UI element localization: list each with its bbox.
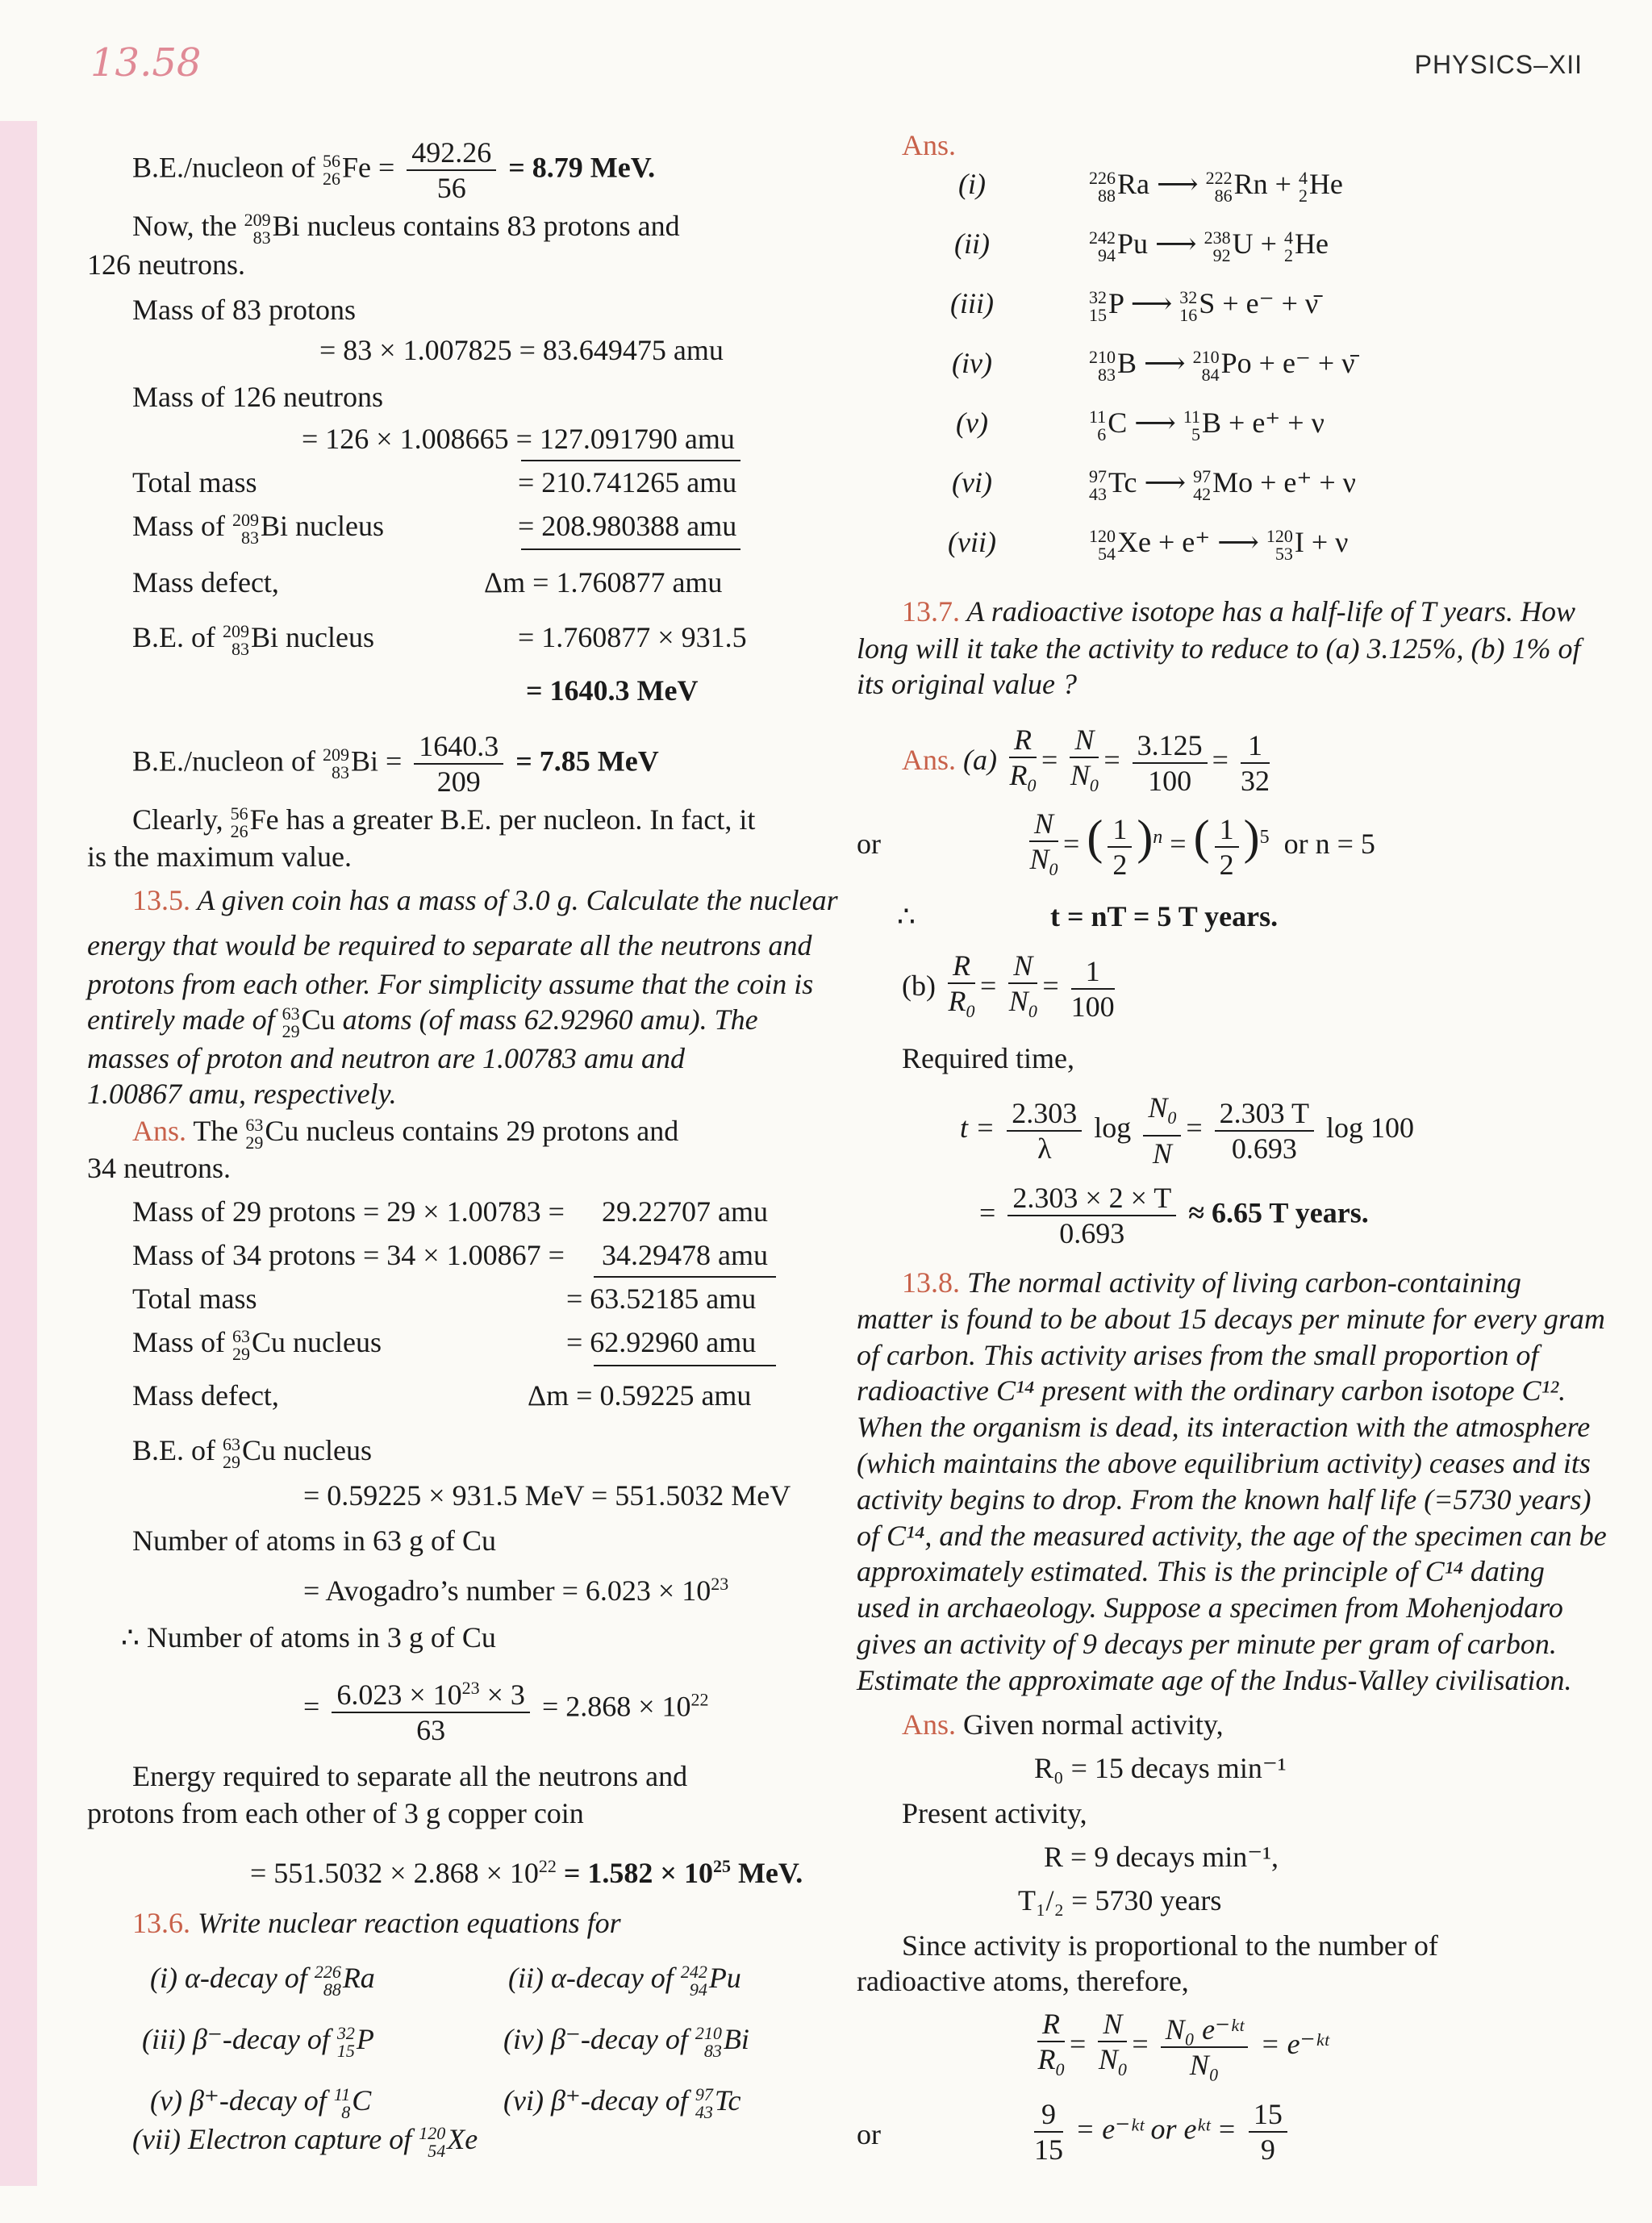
b-r-over-r0: $\frac{R}{R_0}$ [948,949,975,1022]
q136-line [132,1905,621,1941]
isotope-label: 4 2 [1283,227,1293,265]
q135-text-3: protons from each other. For simplicity assume that the coin is [87,968,814,1000]
tr-approx: ≈ 6.65 T years. [1188,1196,1369,1229]
energy-value-2: = 1.582 × 10 [563,1857,713,1889]
q137-ans-label: Ans. [902,743,957,776]
cu-ans-line: Ans. The 63 29 Cu nucleus contains 29 protons and [132,1114,679,1153]
pow-5: 5 [1259,826,1270,848]
q136-text: Write nuclear reaction equations for [198,1907,621,1939]
be-bi-value: = 1.760877 × 931.5 [518,621,747,653]
or-2: or [857,2118,881,2150]
q135-text-2: energy that would be required to separate all the neutrons and [87,929,812,961]
be-bi-result: = 1640.3 MeV [526,674,699,707]
q138-text-line: of C¹⁴, and the measured activity, the age of the specimen can be [857,1519,1607,1552]
energy-value [250,1849,803,1891]
rule-2 [521,548,740,550]
n-num: N [1070,723,1099,758]
t-formula: t = $\frac{2.303}{\lambda}$ log $\frac{N_0}{N}$ = $\frac{2.303 T}{0.693}$ log 100 [960,1091,1414,1170]
clearly-1: Clearly, [132,803,223,836]
pow-n: n [1153,826,1163,848]
cu-p-value: 29.22707 amu [602,1195,768,1228]
bi-intro [132,208,680,247]
q138-text-line: activity begins to drop. From the known half life (=5730 years) [857,1483,1592,1516]
q136-item: (i) α-decay of 226 88 Ra [150,1961,375,2000]
given-line [902,1707,1224,1742]
q138-text-line: approximately estimated. This is the principle of C¹⁴ dating [857,1555,1545,1588]
cu-be-iso: 63 29 [223,1433,240,1472]
q135-text-4: entirely made of 63 29 Cu atoms (of mass 62.92960 amu). The [87,1003,758,1041]
isotope-label: 210 83 [1089,346,1116,385]
final-d2: 9 [1260,2133,1275,2166]
bi-Z: 83 [252,227,271,248]
bi-intro-1: Now, the [132,210,237,242]
q135-text-5: masses of proton and neutron are 1.00783 amu and [87,1042,685,1074]
be-fe-line: B.E./nucleon of 56 26 Fe = $\frac{492.26}{56}$ = 8.79 MeV. [132,136,656,204]
q137-line-1 [902,594,1575,629]
isotope-label: 97 43 [695,2083,713,2122]
q137-b-label: (b) [902,969,936,1002]
atoms3-num [332,1671,530,1713]
isotope-label: 97 42 [1193,465,1212,504]
bi-intro-3: 126 neutrons. [87,248,245,281]
q135-line-1 [132,882,838,918]
power-eq: $\frac{N}{N_0}$ = ( $\frac{1}{2}$ )$^n$ = ( $\frac{1}{2}$ )$^5$ or n = 5 [1024,807,1375,886]
cu-be-label: B.E. of 63 29 Cu nucleus [132,1433,372,1472]
cu-mass-label-2: nucleus [293,1326,382,1358]
page-number: 13.58 [90,40,202,86]
r-ans-label: Ans. [902,129,957,161]
q136-item: (vii) Electron capture of 120 54 Xe [132,2122,478,2161]
clearly-3: is the maximum value. [87,840,352,873]
atoms3-result-exp: 22 [690,1689,709,1710]
r0-value: R₀ = 15 decays min⁻¹ [1034,1752,1287,1784]
isotope-label: 226 88 [1089,167,1116,206]
exp-rhs: = e⁻ᵏᵗ [1260,2027,1329,2060]
frac-32 [1241,728,1270,798]
be-bi-iso [223,620,249,659]
fe-iso [323,152,340,188]
isotope-label: 32 15 [336,2022,355,2061]
req-time: Required time, [902,1042,1074,1074]
cu-iso: 63 29 [245,1114,264,1153]
clearly-line [132,802,755,840]
tf-lhs: t = [960,1111,995,1144]
t-eq: t = nT = 5 T years. [1050,900,1279,932]
or-n5: or n = 5 [1283,827,1375,860]
thalf-value: T₁/₂ = 5730 years [1018,1884,1222,1916]
cu-mass-value: = 62.92960 amu [566,1326,757,1358]
final-eq [1029,2097,1292,2167]
bi-mass-Z: 83 [241,527,259,548]
therefore-1: ∴ [897,900,916,932]
cu-mass-label: Mass of 63 29 Cu nucleus [132,1325,382,1364]
q138-ans-label: Ans. [902,1708,957,1741]
atoms3-den: 63 [416,1714,446,1746]
cu-total-label: Total mass [132,1282,257,1315]
energy-value-exp1: 22 [538,1856,557,1876]
q135-cu-iso: 63 29 [282,1003,300,1041]
arrow-icon: ⟶ [1157,168,1199,200]
cu-defect-value: Δm = 0.59225 amu [528,1379,752,1412]
atoms3-label: ∴ Number of atoms in 3 g of Cu [121,1621,496,1654]
q137-text-2: long will it take the activity to reduce to (a) 3.125%, (b) 1% of [857,632,1581,665]
tf-d3: 0.693 [1231,1132,1297,1165]
cu-ans-3: 34 neutrons. [87,1152,231,1184]
q138-text-line: used in archaeology. Suppose a specimen from Mohenjodaro [857,1591,1563,1624]
arrow-icon: ⟶ [1217,526,1259,558]
reaction-row: (vii) 120 54 Xe + e⁺ ⟶ 120 53 I + ν [948,525,1349,564]
tr-num: 2.303 × 2 × T [1007,1181,1176,1216]
isotope-label: 210 83 [695,2022,722,2061]
q138-text-1: The normal activity of living carbon-containing [967,1266,1521,1299]
frac-32-den: 32 [1240,764,1270,797]
arrow-icon: ⟶ [1155,227,1197,260]
q137-a-eq: Ans. (a) $\frac{R}{R_0}$ = $\frac{N}{N_0}$ = $\frac{3.125}{100}$ = $\frac{1}{32}$ [902,723,1274,803]
cu-be-label-1: B.E. of [132,1434,215,1466]
atoms3-frac [332,1671,530,1747]
isotope-label: 120 54 [419,2122,446,2161]
q137-text-3: its original value ? [857,668,1077,700]
mass-protons-label: Mass of 83 protons [132,294,356,326]
q138-text-line: Estimate the approximate age of the Indus-Valley civilisation. [857,1663,1572,1696]
cu-ans-label: Ans. [132,1115,187,1147]
isotope-label: 222 86 [1205,167,1233,206]
final-d1: 15 [1034,2133,1063,2166]
exp-d3: N₀ [1189,2048,1220,2081]
bi-mass-A: 209 [232,509,259,530]
cu-n-value: 34.29478 amu [602,1239,768,1271]
isotope-label: 238 92 [1204,227,1231,265]
arrow-icon: ⟶ [1144,466,1187,498]
since-2: radioactive atoms, therefore, [857,1965,1189,1997]
q138-text-line: matter is found to be about 15 decays per minute for every gram [857,1302,1605,1335]
r0-den: $R_0$ [1009,759,1037,796]
q137-text-1: A radioactive isotope has a half-life of T years. How [966,595,1575,628]
q138-text-line: of carbon. This activity arises from the small proportion of [857,1338,1539,1371]
atoms3-num-2: × 3 [479,1679,525,1711]
bepn-bi-A: 209 [322,744,349,765]
r-value: R = 9 decays min⁻¹, [1044,1841,1279,1873]
rule-1 [521,460,740,461]
n0-den: $N_0$ [1070,759,1099,796]
b-val-frac [1071,954,1115,1024]
q136-item: (iii) β⁻-decay of 32 15 P [142,2022,374,2061]
cu-n-label: Mass of 34 protons = 34 × 1.00867 = [132,1239,565,1271]
mass-defect-value: Δm = 1.760877 amu [484,566,723,598]
bi-mass-label-2: Bi nucleus [261,510,384,542]
cu-be-value: = 0.59225 × 931.5 MeV = 551.5032 MeV [303,1479,791,1512]
isotope-label: 120 54 [1089,525,1116,564]
atoms3-num-1: 6.023 × 10 [336,1679,462,1711]
r-over-r0 [1009,723,1037,803]
clearly-fe-A: 56 [230,803,248,824]
half-2: $\frac{1}{2}$ [1215,812,1239,882]
arrow-icon: ⟶ [1134,407,1176,439]
t-result: = $\frac{2.303 \times 2 \times T}{0.693}$ ≈ 6.65 T years. [979,1182,1369,1249]
q136-item: (ii) α-decay of 242 94 Pu [508,1961,741,2000]
isotope-label: 32 16 [1179,286,1198,325]
n-over-n0 [1070,723,1099,803]
atoms63-value-text: = Avogadro’s number = 6.023 × 10 [303,1574,711,1607]
tf-d1: λ [1037,1132,1052,1165]
fe-sym: Fe [341,151,371,184]
q138-number: 13.8. [902,1266,960,1299]
final-n2: 15 [1249,2097,1287,2133]
isotope-label: 32 15 [1089,286,1107,325]
rule-3 [594,1276,776,1278]
fe-frac-den: 56 [436,172,466,204]
mass-neutrons-label: Mass of 126 neutrons [132,381,383,413]
isotope-label: 226 88 [314,1961,341,2000]
bi-sym: Bi [272,210,300,242]
tf-log100: log 100 [1325,1111,1414,1144]
tf-n1: 2.303 [1007,1096,1082,1132]
fe-Z: 26 [322,169,340,189]
bepn-bi-sym: Bi [350,744,378,778]
tf-d2: N [1152,1137,1172,1170]
q137-number: 13.7. [902,595,960,628]
isotope-label: 97 43 [1089,465,1107,504]
pct-den: 100 [1148,764,1192,797]
fe-A: 56 [322,151,340,171]
bepn-bi-num: 1640.3 [414,729,503,765]
atoms63-exp: 23 [711,1574,729,1594]
since-1: Since activity is proportional to the number of [902,1929,1438,1962]
or-1: or [857,828,881,860]
cu-ans-1: The [193,1115,239,1147]
half-1: $\frac{1}{2}$ [1108,812,1132,882]
present-label: Present activity, [902,1797,1087,1829]
clearly-fe-iso [231,805,248,840]
pct-num: 3.125 [1133,728,1208,764]
cu-total-value: = 63.52185 amu [566,1282,757,1315]
tf-n3: 2.303 T [1215,1096,1314,1132]
book-title: PHYSICS–XII [1414,50,1583,79]
be-fe-label: B.E./nucleon of [132,151,315,184]
bepn-bi-label: B.E./nucleon of [132,744,315,778]
q138-text-line: gives an activity of 9 decays per minute per gram of carbon. [857,1628,1557,1660]
mass-protons-value: = 83 × 1.007825 = 83.649475 amu [319,334,724,366]
bi-A: 209 [244,209,271,230]
rule-4 [594,1365,776,1366]
mass-defect-label: Mass defect, [132,566,279,598]
exp-n3: N₀ e⁻ᵏᵗ [1161,2012,1249,2048]
bi-mass-label [132,508,384,547]
q136-item: (v) β⁺-decay of 11 8 C [150,2083,372,2122]
tf-frac-3 [1215,1096,1314,1166]
atoms63-label: Number of atoms in 63 g of Cu [132,1524,496,1557]
bepn-bi-den: 209 [436,765,481,798]
energy-value-exp2: 25 [712,1856,731,1876]
be-bi-label-1: B.E. of [132,621,215,653]
q137-b-eq: (b) $\frac{R}{R_0}$ = $\frac{N}{N_0}$ = $\frac{1}{100}$ [902,949,1120,1028]
tr-frac [1007,1181,1176,1250]
reaction-row: (vi) 97 43 Tc ⟶ 97 42 Mo + e⁺ + ν [952,465,1356,504]
be-bi-label [132,619,374,658]
reaction-row: (iii) 32 15 P ⟶ 32 16 S + e⁻ + ν̄ [950,286,1319,325]
exp-n0 [1161,2012,1249,2082]
bepn-bi-line: B.E./nucleon of 209 83 Bi = $\frac{1640.3}{209}$ = 7.85 MeV [132,730,659,798]
cu-defect-label: Mass defect, [132,1379,279,1412]
b-n-over-n0: $\frac{N}{N_0}$ [1008,949,1037,1022]
bepn-bi-frac [414,729,503,799]
b-val-den: 100 [1070,990,1115,1023]
mass-neutrons-value: = 126 × 1.008665 = 127.091790 amu [302,423,735,455]
tr-den: 0.693 [1059,1217,1125,1249]
q135-text-4-rest: atoms (of mass 62.92960 amu). The [342,1003,758,1036]
fe-frac-num: 492.26 [407,136,496,171]
pct-frac [1133,728,1208,798]
isotope-label: 210 84 [1192,346,1220,385]
total-mass-label: Total mass [132,466,257,498]
atoms63-value [303,1566,728,1608]
final-frac-1 [1034,2097,1063,2167]
tf-log: log [1094,1111,1132,1144]
be-bi-label-2: Bi nucleus [251,621,374,653]
given: Given normal activity, [963,1708,1224,1741]
isotope-label: 11 5 [1183,406,1200,444]
clearly-2: Fe has a greater B.E. per nucleon. In fact, it [249,803,756,836]
q137-a-label: (a) [963,743,997,776]
bepn-bi-result: = 7.85 MeV [515,744,659,778]
atoms3-num-exp: 23 [461,1678,480,1698]
total-mass-value: = 210.741265 amu [518,466,737,498]
arrow-icon: ⟶ [1144,347,1186,379]
frac-32-num: 1 [1241,728,1270,764]
q138-text-line: (which maintains the above equilibrium activity) ceases and its [857,1447,1591,1479]
q138-line-1 [902,1265,1521,1300]
bi-mass-value: = 208.980388 amu [518,510,737,542]
tf-n2: N [1148,1091,1168,1124]
bi-iso [244,211,271,247]
be-bi-Z: 83 [232,638,249,659]
atoms3-eq: = $\frac{6.023 \times 10^{23} \times 3}{63}$ = $2.868 \times 10^{22}$ [303,1671,709,1747]
be-bi-A: 209 [223,620,249,641]
cu-ans-2: nucleus contains 29 protons and [306,1115,679,1147]
reaction-row: (i) 226 88 Ra ⟶ 222 86 Rn + 4 2 He [958,167,1343,206]
final-mid: = e⁻ᵏᵗ or eᵏᵗ = [1075,2112,1237,2146]
reaction-row: (ii) 242 94 Pu ⟶ 238 92 U + 4 2 He [954,227,1329,265]
q138-text-line: radioactive C¹⁴ present with the ordinary carbon isotope C¹². [857,1374,1566,1408]
isotope-label: 11 8 [333,2083,351,2122]
q136-item: (vi) β⁺-decay of 97 43 Tc [503,2083,741,2122]
final-frac-2 [1249,2097,1287,2167]
bi-mass-label-1: Mass of [132,510,225,542]
arrow-icon: ⟶ [1130,287,1173,319]
isotope-label: 242 94 [680,1961,707,2000]
reaction-row: (v) 11 6 C ⟶ 11 5 B + e⁺ + ν [956,406,1325,444]
fe-frac [407,136,496,205]
energy-value-1: = 551.5032 × 2.868 × 10 [250,1857,539,1889]
isotope-label: 11 6 [1089,406,1107,444]
cu-be-label-2: nucleus [283,1434,372,1466]
bi-mass-iso [232,511,259,547]
b-val-num: 1 [1071,954,1115,990]
energy-2: protons from each other of 3 g copper coin [87,1797,584,1829]
q135-text-4-prefix: entirely made of [87,1003,275,1036]
q135-text-1: A given coin has a mass of 3.0 g. Calculate the nuclear [197,884,838,916]
isotope-label: 120 53 [1266,525,1293,564]
energy-1: Energy required to separate all the neutrons and [132,1760,688,1792]
reaction-row: (iv) 210 83 B ⟶ 210 84 Po + e⁻ + ν̄ [952,346,1355,385]
isotope-label: 4 2 [1298,167,1308,206]
bepn-bi-iso [323,746,349,782]
q135-number: 13.5. [132,884,190,916]
r-num: R [1009,723,1037,758]
margin-bar [0,121,37,2186]
tf-frac-2: $\frac{N_0}{N}$ [1143,1091,1181,1170]
exp-n: $\frac{N}{N_0}$ [1098,2008,1127,2080]
energy-value-3: MeV. [730,1857,803,1889]
q138-text-line: When the organism is dead, its interaction with the atmosphere [857,1411,1591,1444]
q136-number: 13.6. [132,1907,190,1939]
fe-result: = 8.79 MeV. [508,151,656,184]
exp-eq: $\frac{R}{R_0}$ = $\frac{N}{N_0}$ = $\frac{\text{N₀ e⁻ᵏᵗ}}{\text{N₀}}$ = e⁻ᵏᵗ [1032,2007,1329,2087]
final-n1: 9 [1034,2097,1063,2133]
q135-text-6: 1.00867 amu, respectively. [87,1078,397,1110]
cu-mass-iso: 63 29 [232,1325,250,1364]
cu-p-label: Mass of 29 protons = 29 × 1.00783 = [132,1195,565,1228]
atoms3-result: = 2.868 × 10 [541,1690,691,1723]
exp-r: $\frac{R}{R_0}$ [1037,2008,1065,2080]
tf-frac-1 [1007,1096,1082,1166]
clearly-fe-Z: 26 [230,820,248,841]
cu-mass-label-1: Mass of [132,1326,225,1358]
bi-intro-2: nucleus contains 83 protons and [307,210,680,242]
bepn-bi-Z: 83 [331,762,349,782]
q136-item: (iv) β⁻-decay of 210 83 Bi [503,2022,749,2061]
isotope-label: 242 94 [1089,227,1116,265]
n-over-n0-2: $\frac{N}{N_0}$ [1029,807,1058,880]
